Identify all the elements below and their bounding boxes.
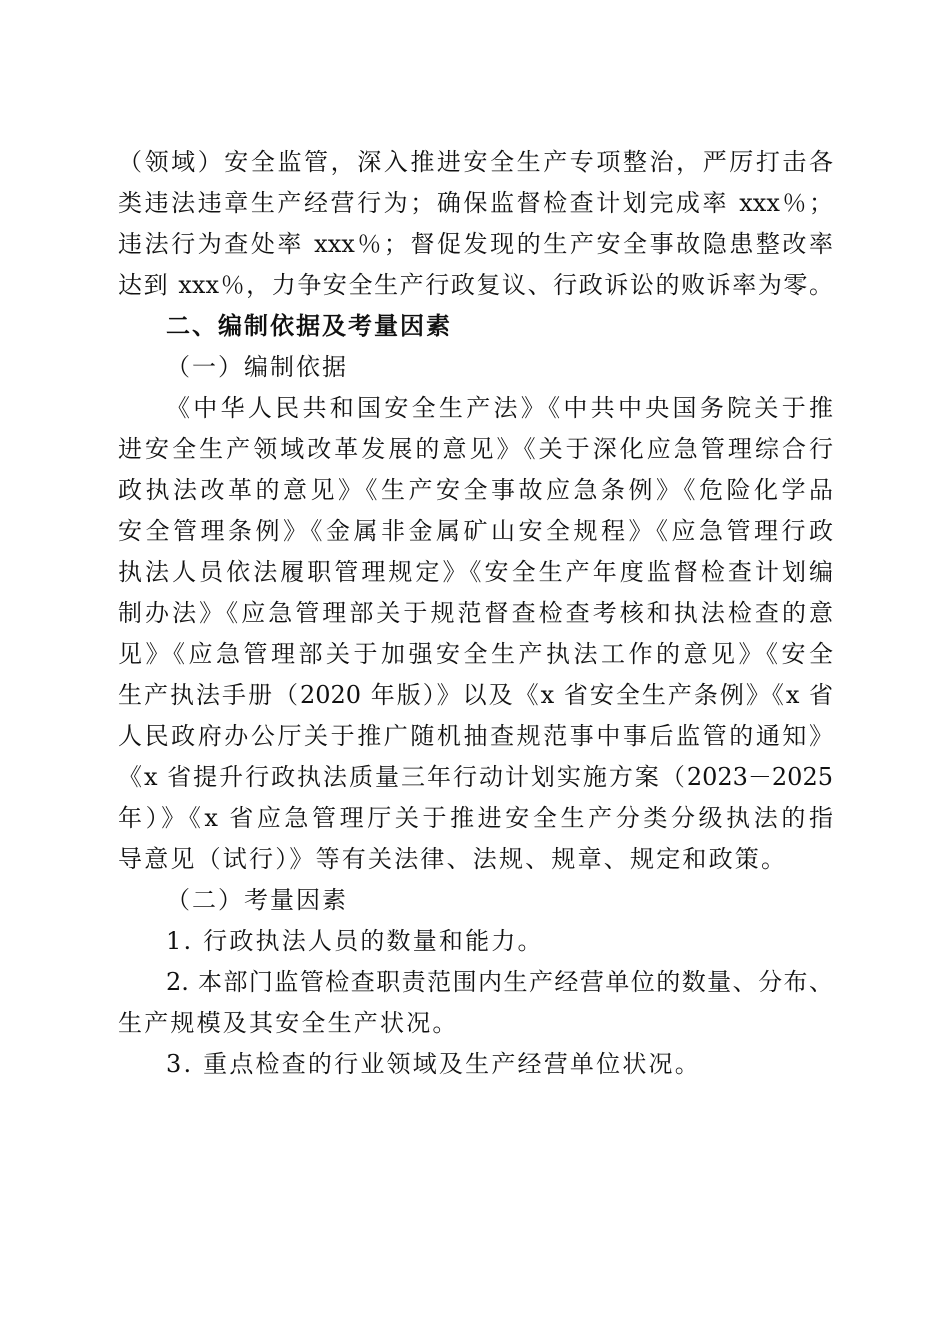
text-line: 达到 xxx％，力争安全生产行政复议、行政诉讼的败诉率为零。 (118, 271, 833, 299)
text-line: 制办法》《应急管理部关于规范督查检查考核和执法检查的意 (118, 599, 833, 627)
text-line: （领域）安全监管，深入推进安全生产专项整治，严厉打击各 (118, 148, 833, 176)
text-line: 进安全生产领域改革发展的意见》《关于深化应急管理综合行 (118, 435, 833, 463)
text-line: 生产执法手册（2020 年版）》以及《x 省安全生产条例》《x 省 (118, 681, 833, 709)
text-line: 政执法改革的意见》《生产安全事故应急条例》《危险化学品 (118, 476, 833, 504)
text-line: 类违法违章生产经营行为；确保监督检查计划完成率 xxx％； (118, 189, 833, 217)
text-line: 见》《应急管理部关于加强安全生产执法工作的意见》《安全 (118, 640, 833, 668)
text-line: 人民政府办公厅关于推广随机抽查规范事中事后监管的通知》 (118, 722, 833, 750)
text-line: 安全管理条例》《金属非金属矿山安全规程》《应急管理行政 (118, 517, 833, 545)
list-item: 3. 重点检查的行业领域及生产经营单位状况。 (166, 1050, 701, 1078)
list-item: 1. 行政执法人员的数量和能力。 (166, 927, 544, 955)
list-item: 2. 本部门监管检查职责范围内生产经营单位的数量、分布、 (166, 968, 833, 996)
document-body (118, 142, 833, 1085)
text-line: 导意见（试行）》等有关法律、法规、规章、规定和政策。 (118, 845, 788, 873)
subsection-heading: （一）编制依据 (166, 353, 348, 381)
text-line: 《x 省提升行政执法质量三年行动计划实施方案（2023－2025 (118, 763, 833, 791)
text-line: 执法人员依法履职管理规定》《安全生产年度监督检查计划编 (118, 558, 833, 586)
text-line: 《中华人民共和国安全生产法》《中共中央国务院关于推 (166, 394, 833, 422)
intro-paragraph (118, 142, 833, 306)
text-line: 违法行为查处率 xxx％；督促发现的生产安全事故隐患整改率 (118, 230, 833, 258)
section-heading: 二、编制依据及考量因素 (166, 312, 452, 340)
list-item-continuation: 生产规模及其安全生产状况。 (118, 1009, 459, 1037)
subsection-heading: （二）考量因素 (166, 886, 348, 914)
basis-paragraph (118, 388, 833, 880)
factors-list (118, 921, 833, 1085)
text-line: 年）》《x 省应急管理厅关于推进安全生产分类分级执法的指 (118, 804, 833, 832)
